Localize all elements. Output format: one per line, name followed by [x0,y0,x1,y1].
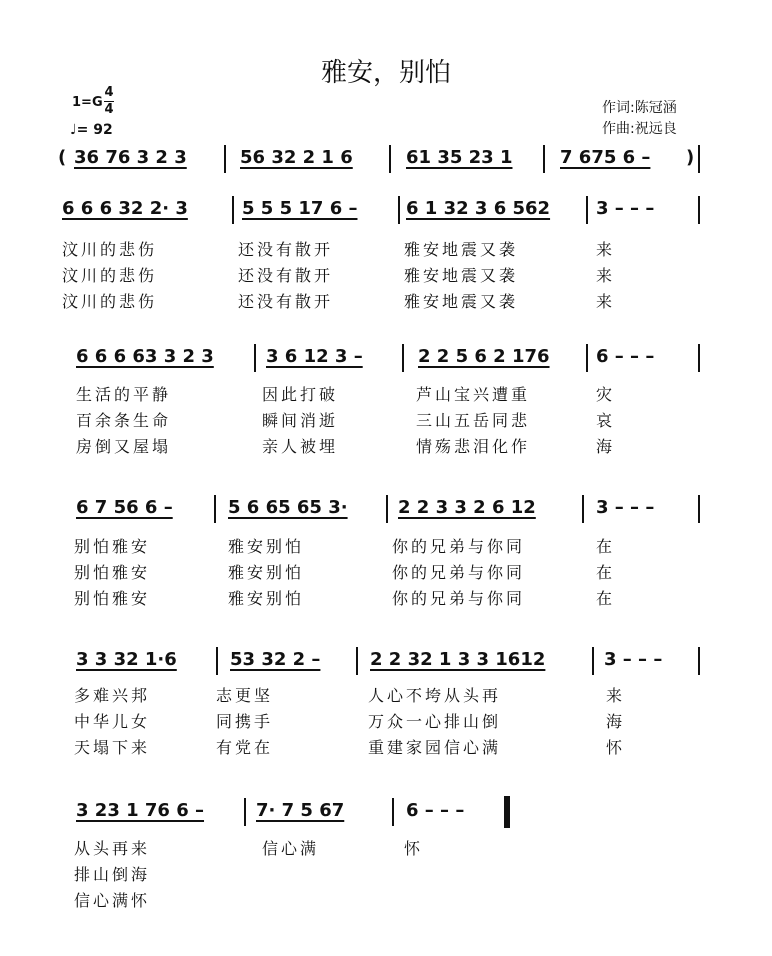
system-1-measure-1: 6 6 6 32 2· 3 [62,198,188,219]
intro-measure-4: 7 675 6 – [560,147,651,168]
system-1-measure-2: 5 5 5 17 6 – [242,198,358,219]
time-signature-top: 4 [104,85,114,100]
lyric: 别怕雅安 [74,563,151,582]
lyric: 重建家园信心满 [368,738,502,757]
lyric: 汶川的悲伤 [62,266,158,285]
system-2-measure-3: 2 2 5 6 2 176 [418,346,550,367]
barline [698,145,700,173]
system-5-measure-2: 7· 7 5 67 [256,800,345,821]
lyric: 还没有散开 [238,266,334,285]
lyric: 情殇悲泪化作 [416,437,531,456]
barline [389,145,391,173]
lyric: 在 [596,537,616,556]
barline [398,196,400,224]
lyric: 来 [596,266,616,285]
system-4-measure-1: 3 3 32 1·6 [76,649,177,670]
song-title: 雅安，别怕 [320,58,451,88]
lyric: 来 [596,240,616,259]
barline [392,798,394,826]
lyric: 有党在 [216,738,274,757]
barline [698,495,700,523]
lyric: 万众一心排山倒 [368,712,502,731]
intro-close-paren: ) [686,147,695,168]
lyric: 在 [596,563,616,582]
barline [356,647,358,675]
time-signature-bottom: 4 [104,102,114,117]
barline [224,145,226,173]
lyric: 人心不垮从头再 [368,686,502,705]
system-3-measure-1: 6 7 56 6 – [76,497,173,518]
lyric: 生活的平静 [76,385,172,404]
lyric: 汶川的悲伤 [62,292,158,311]
lyric: 多难兴邦 [74,686,151,705]
lyric: 信心满 [262,839,320,858]
lyric: 三山五岳同悲 [416,411,531,430]
lyric: 雅安地震又袭 [404,266,519,285]
lyric: 你的兄弟与你同 [392,589,526,608]
lyric: 怀 [606,738,626,757]
final-barline [504,796,510,828]
lyric: 海 [596,437,616,456]
system-4-measure-3: 2 2 32 1 3 3 1612 [370,649,546,670]
lyric: 来 [606,686,626,705]
lyric: 海 [606,712,626,731]
lyric: 雅安别怕 [228,589,305,608]
lyric: 中华儿女 [74,712,151,731]
composer-credit: 作曲:祝远良 [602,121,677,137]
lyric: 雅安地震又袭 [404,240,519,259]
lyric: 还没有散开 [238,240,334,259]
lyric: 你的兄弟与你同 [392,537,526,556]
lyric: 亲人被埋 [262,437,339,456]
system-1-measure-4: 3 – – – [596,198,655,219]
lyric: 汶川的悲伤 [62,240,158,259]
lyricist-credit: 作词:陈冠涵 [602,100,677,116]
barline [214,495,216,523]
repeat-barline [244,798,246,826]
lyric: 别怕雅安 [74,589,151,608]
barline [586,344,588,372]
intro-measure-1: 36 76 3 2 3 [74,147,187,168]
system-2-measure-4: 6 – – – [596,346,655,367]
lyric: 来 [596,292,616,311]
intro-measure-3: 61 35 23 1 [406,147,513,168]
barline [216,647,218,675]
barline [386,495,388,523]
key-signature: 1=G [72,95,103,110]
intro-measure-2: 56 32 2 1 6 [240,147,353,168]
system-2-measure-1: 6 6 6 63 3 2 3 [76,346,214,367]
system-3-measure-3: 2 2 3 3 2 6 12 [398,497,536,518]
system-5-measure-3: 6 – – – [406,800,465,821]
lyric: 瞬间消逝 [262,411,339,430]
lyric: 在 [596,589,616,608]
barline [586,196,588,224]
lyric: 怀 [404,839,424,858]
tempo-marking: ♩= 92 [70,122,113,138]
lyric: 百余条生命 [76,411,172,430]
lyric: 灾 [596,385,616,404]
lyric: 你的兄弟与你同 [392,563,526,582]
lyric: 芦山宝兴遭重 [416,385,531,404]
lyric: 还没有散开 [238,292,334,311]
barline [698,196,700,224]
barline [543,145,545,173]
lyric: 天塌下来 [74,738,151,757]
system-1-measure-3: 6 1 32 3 6 562 [406,198,551,219]
system-4-measure-2: 53 32 2 – [230,649,321,670]
system-2-measure-2: 3 6 12 3 – [266,346,363,367]
lyric: 从头再来 [74,839,151,858]
system-3-measure-2: 5 6 65 65 3· [228,497,348,518]
lyric: 雅安别怕 [228,563,305,582]
system-3-measure-4: 3 – – – [596,497,655,518]
barline [254,344,256,372]
lyric: 信心满怀 [74,891,151,910]
lyric: 哀 [596,411,616,430]
intro-open-paren: ( [58,147,67,168]
system-4-measure-4: 3 – – – [604,649,663,670]
lyric: 雅安别怕 [228,537,305,556]
lyric: 排山倒海 [74,865,151,884]
barline [232,196,234,224]
lyric: 房倒又屋塌 [76,437,172,456]
lyric: 因此打破 [262,385,339,404]
lyric: 同携手 [216,712,274,731]
time-signature [104,86,114,117]
barline [592,647,594,675]
barline [402,344,404,372]
system-5-measure-1: 3 23 1 76 6 – [76,800,205,821]
lyric: 雅安地震又袭 [404,292,519,311]
lyric: 别怕雅安 [74,537,151,556]
barline [582,495,584,523]
barline [698,344,700,372]
lyric: 志更坚 [216,686,274,705]
barline [698,647,700,675]
